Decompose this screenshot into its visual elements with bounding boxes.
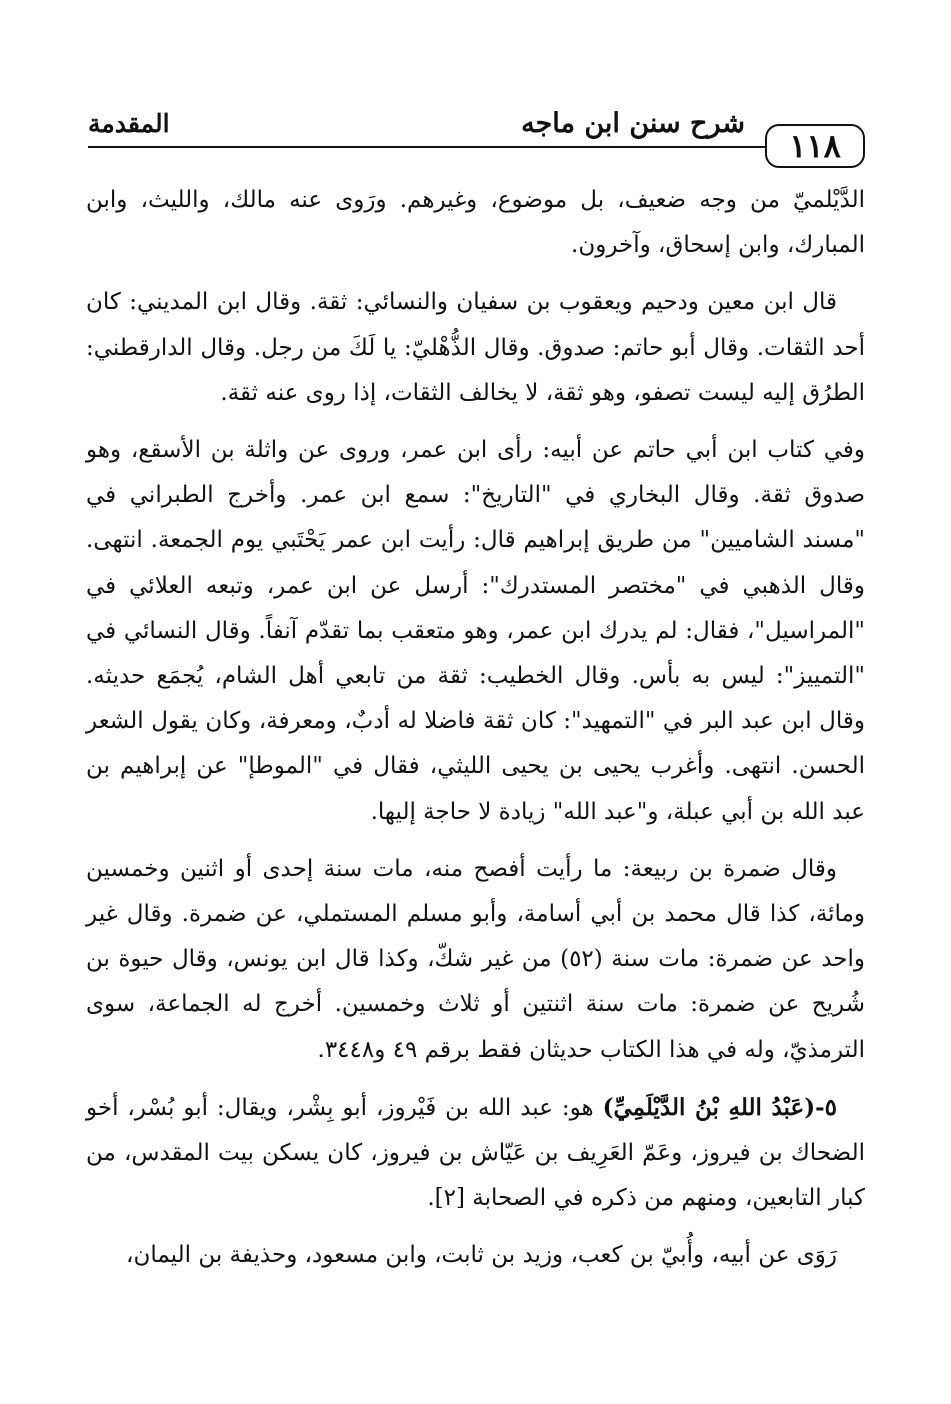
paragraph: وفي كتاب ابن أبي حاتم عن أبيه: رأى ابن عمر، وروى عن واثلة بن الأسقع، وهو صدوق ثقة. وقال البخاري في "التاريخ": سمع ابن عمر. وأخرج الطبراني في "مسند الشاميين" من طريق إبراهيم قال: رأيت ابن عمر يَحْتَبي يوم الجمعة. انتهى. وقال الذهبي في "مختصر المستدرك": أرسل عن ابن عمر، وتبعه العلائي في "المراسيل"، فقال: لم يدرك ابن عمر، وهو متعقب بما تقدّم آنفاً. وقال النسائي في "التمييز": ليس به بأس. وقال الخطيب: ثقة من تابعي أهل الشام، يُجمَع حديثه. وقال ابن عبد البر في "التمهيد": كان ثقة فاضلا له أدبٌ، ومعرفة، وكان يقول الشعر الحسن. انتهى. وأغرب يحيى بن يحيى الليثي، فقال في "الموطإ" عن إبراهيم بن عبد الله بن أبي عبلة، و"عبد الله" زيادة لا حاجة إليها. (86, 437, 865, 825)
page-number: ١١٨ (789, 127, 841, 165)
narrator-entry (86, 1085, 865, 1222)
paragraph: رَوَى عن أبيه، وأُبيّ بن كعب، وزيد بن ثابت، وابن مسعود، وحذيفة بن اليمان، (126, 1242, 837, 1269)
paragraph: الدَّيْلميّ من وجه ضعيف، بل موضوع، وغيرهم. ورَوى عنه مالك، والليث، وابن المبارك، وابن إسحاق، وآخرون. (86, 187, 865, 259)
header-rule (88, 146, 765, 148)
book-title: شرح سنن ابن ماجه (521, 108, 745, 139)
page-number-box (765, 124, 865, 168)
page-body (86, 178, 865, 1279)
entry-text: هو: عبد الله بن فَيْروز، أبو بِشْر، ويقال: أبو بُسْر، أخو الضحاك بن فيروز، وعَمّ العَرِيف بن عَيّاش بن فيروز، كان يسكن بيت المقدس، من كبار التابعين، ومنهم من ذكره في الصحابة [٢]. (86, 1094, 865, 1212)
entry-heading: ٥-(عَبْدُ اللهِ بْنُ الدَّيْلَمِيِّ) (602, 1093, 837, 1121)
paragraph: وقال ضمرة بن ربيعة: ما رأيت أفصح منه، مات سنة إحدى أو اثنين وخمسين ومائة، كذا قال محمد بن أبي أسامة، وأبو مسلم المستملي، عن ضمرة. وقال غير واحد عن ضمرة: مات سنة (٥٢) من غير شكّ، وكذا قال ابن يونس، وقال حيوة بن شُريح عن ضمرة: مات سنة اثنتين أو ثلاث وخمسين. أخرج له الجماعة، سوى الترمذيّ، وله في هذا الكتاب حديثان فقط برقم ٤٩ و٣٤٤٨. (86, 855, 866, 1063)
paragraph: قال ابن معين ودحيم ويعقوب بن سفيان والنسائي: ثقة. وقال ابن المديني: كان أحد الثقات. وقال أبو حاتم: صدوق. وقال الذُّهْليّ: يا لَكَ من رجل. وقال الدارقطني: الطرُق إليه ليست تصفو، وهو ثقة، لا يخالف الثقات، إذا روى عنه ثقة. (86, 289, 865, 406)
page-header (88, 102, 865, 165)
section-title: المقدمة (88, 109, 170, 138)
